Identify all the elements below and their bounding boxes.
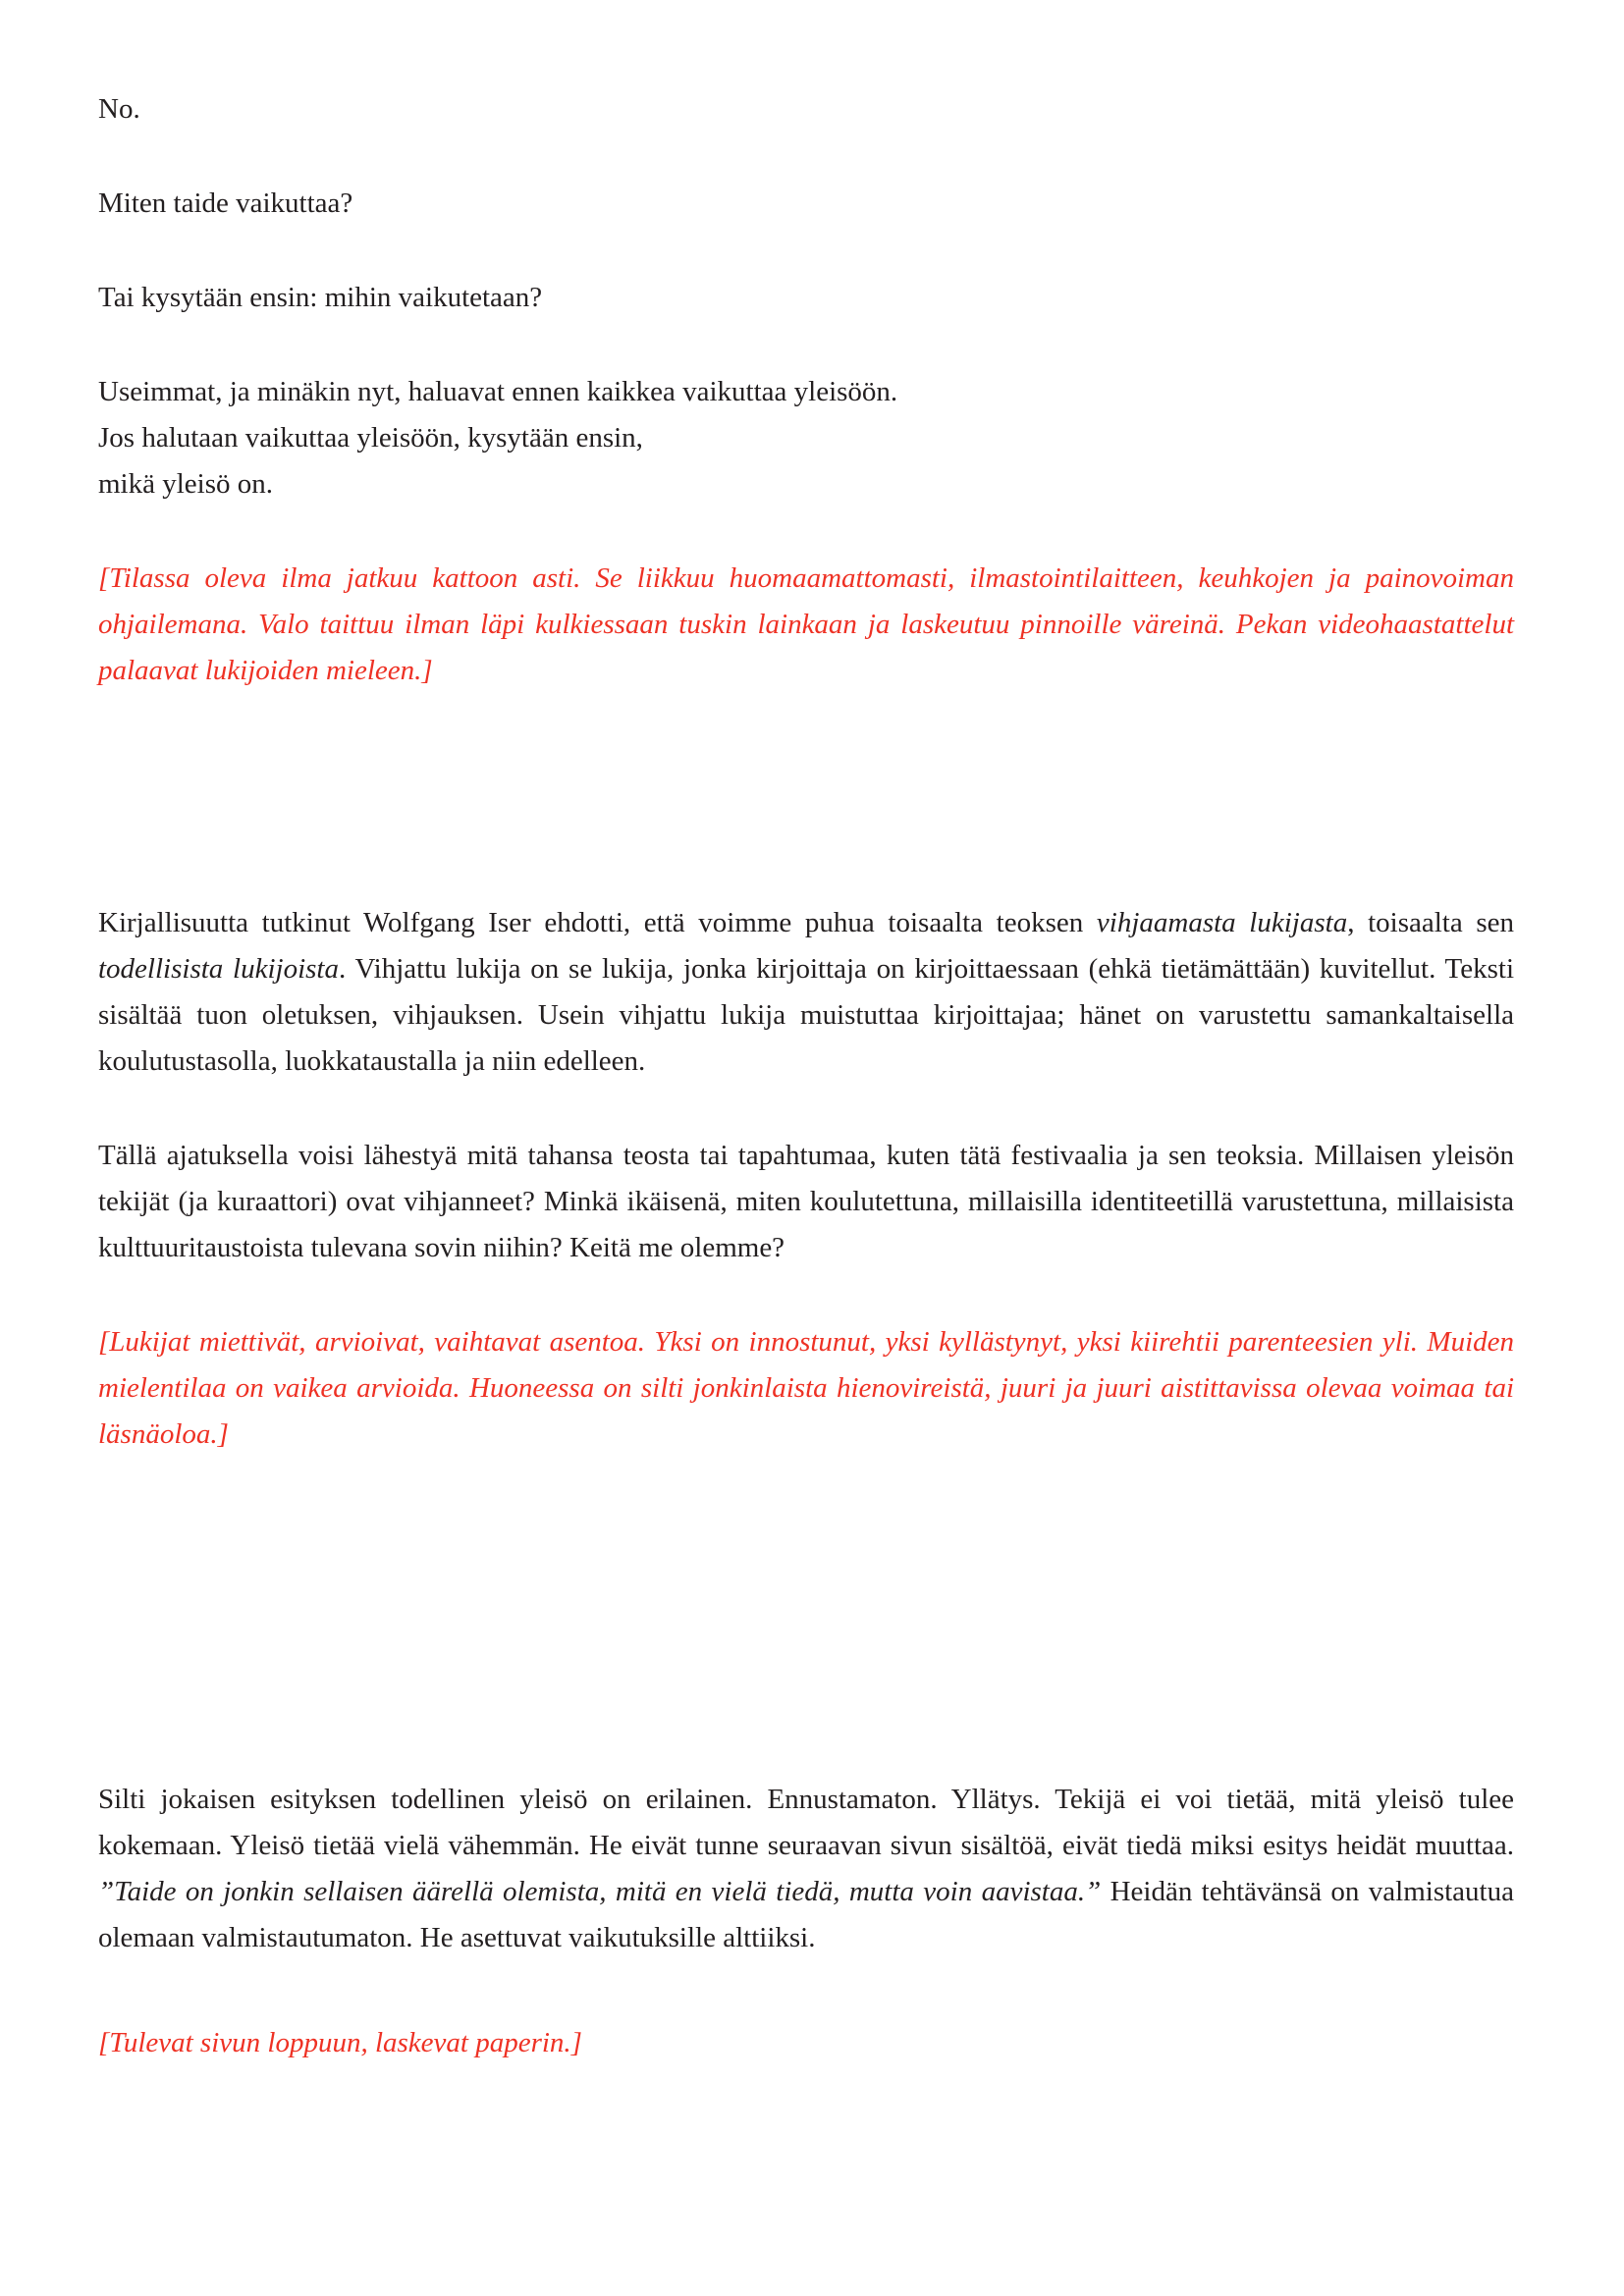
stage-direction-air-in-space: [Tilassa oleva ilma jatkuu kattoon asti. Se liikkuu huomaamattomasti, ilmastointilaitteen, keuhkojen ja painovoiman ohjailemana. Valo taittuu ilman läpi kulkiessaan tuskin lainkaan ja laskeutuu pinnoille väreinä. Pekan videohaastattelut palaavat lukijoiden mieleen.] (98, 562, 1514, 686)
text-segment: , toisaalta sen (1347, 907, 1514, 938)
paragraph-silti-jokaisen (98, 1777, 1514, 1961)
text-segment: Silti jokaisen esityksen todellinen yleisö on erilainen. Ennustamaton. Yllätys. Tekijä ei voi tietää, mitä yleisö tulee kokemaan. Yleisö tietää vielä vähemmän. He eivät tunne seuraavan sivun sisältöä, eivät tiedä miksi esitys heidät muuttaa. (98, 1784, 1514, 1861)
text-segment: Heidän tehtävänsä on valmistautua olemaan valmistautumaton. He asettuvat vaikutuksille alttiiksi. (98, 1876, 1514, 1953)
paragraph-question-what-is-affected: Tai kysytään ensin: mihin vaikutetaan? (98, 282, 543, 313)
paragraph-answer-no: No. (98, 93, 140, 125)
text-line: Jos halutaan vaikuttaa yleisöön, kysytään ensin, (98, 422, 643, 454)
italic-quote-art: ”Taide on jonkin sellaisen äärellä olemista, mitä en vielä tiedä, mutta voin aavistaa.” (98, 1876, 1102, 1907)
paragraph-wolfgang-iser (98, 900, 1514, 1085)
paragraph-question-how-art-affects: Miten taide vaikuttaa? (98, 187, 353, 219)
paragraph-useimmat (98, 369, 1514, 507)
stage-direction-end-of-page: [Tulevat sivun loppuun, laskevat paperin.] (98, 2027, 582, 2058)
stage-direction-readers-thinking: [Lukijat miettivät, arvioivat, vaihtavat asentoa. Yksi on innostunut, yksi kyllästynyt, yksi kiirehtii parenteesien yli. Muiden mielentilaa on vaikea arvioida. Huoneessa on silti jonkinlaista hienovireistä, juuri ja juuri aistittavissa olevaa voimaa tai läsnäoloa.] (98, 1326, 1514, 1450)
text-segment: . Vihjattu lukija on se lukija, jonka kirjoittaja on kirjoittaessaan (ehkä tietämättään) kuvitellut. Teksti sisältää tuon oletuksen, vihjauksen. Usein vihjattu lukija muistuttaa kirjoittajaa; hänet on varustettu samankaltaisella koulutustasolla, luokkataustalla ja niin edelleen. (98, 953, 1515, 1077)
text-line: mikä yleisö on. (98, 468, 274, 500)
italic-term-real-readers: todellisista lukijoista (98, 953, 339, 985)
text-line: Useimmat, ja minäkin nyt, haluavat ennen kaikkea vaikuttaa yleisöön. (98, 376, 898, 407)
paragraph-talla-ajatuksella: Tällä ajatuksella voisi lähestyä mitä tahansa teosta tai tapahtumaa, kuten tätä festivaalia ja sen teoksia. Millaisen yleisön tekijät (ja kuraattori) ovat vihjanneet? Minkä ikäisenä, miten koulutettuna, millaisilla identiteetillä varustettuna, millaisista kulttuuritaustoista tulevana sovin niihin? Keitä me olemme? (98, 1140, 1514, 1263)
italic-term-implied-reader: vihjaamasta lukijasta (1096, 907, 1348, 938)
text-segment: Kirjallisuutta tutkinut Wolfgang Iser ehdotti, että voimme puhua toisaalta teoksen (98, 907, 1097, 938)
